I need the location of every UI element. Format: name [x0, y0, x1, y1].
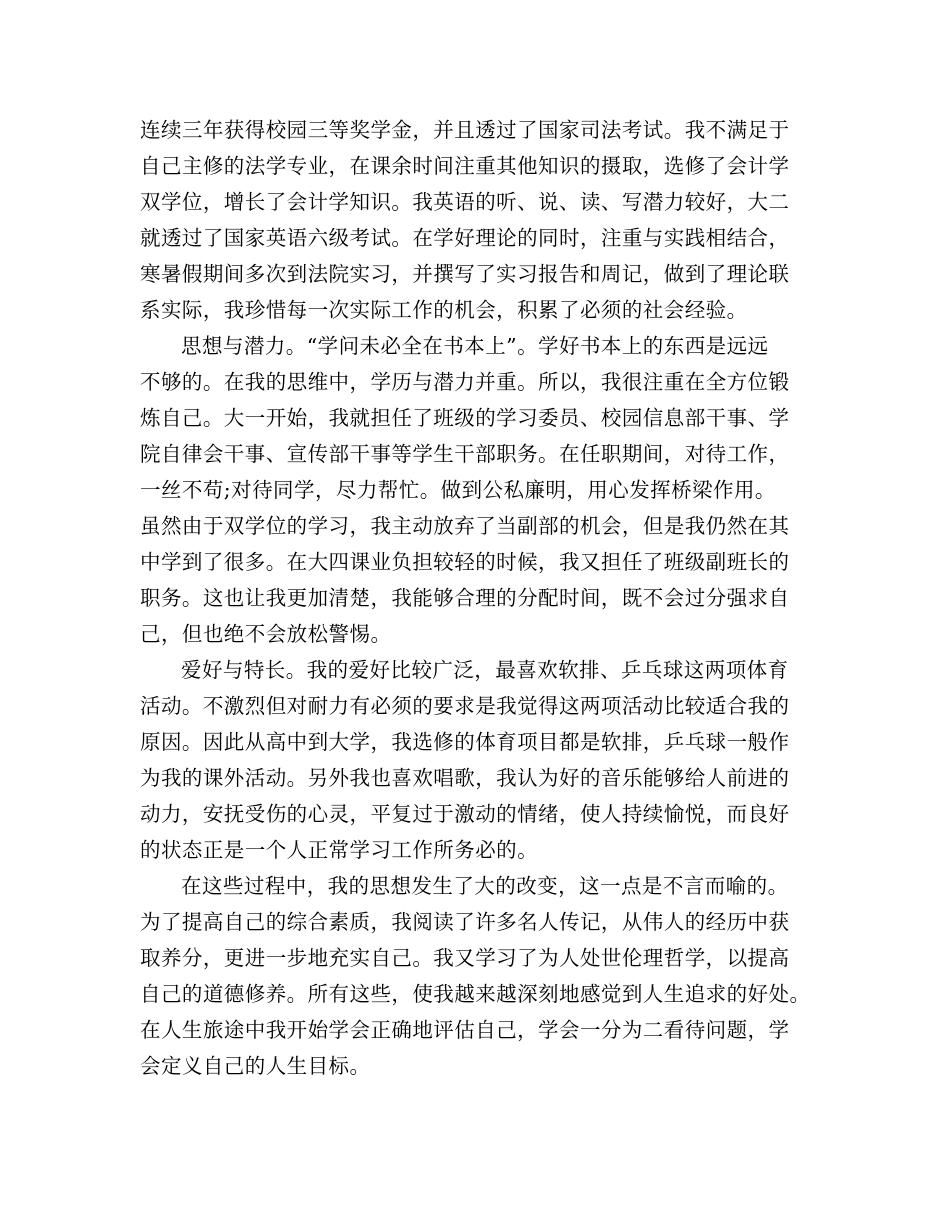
text-line: 自己主修的法学专业，在课余时间注重其他知识的摄取，选修了会计学 — [140, 154, 790, 178]
text-line: 爱好与特长。我的爱好比较广泛，最喜欢软排、乒乓球这两项体育 — [181, 658, 789, 682]
text-line: 己，但也绝不会放松警惕。 — [140, 622, 392, 646]
text-line: 不够的。在我的思维中，学历与潜力并重。所以，我很注重在全方位锻 — [140, 370, 790, 394]
text-line: 职务。这也让我更加清楚，我能够合理的分配时间，既不会过分强求自 — [140, 586, 790, 610]
text-line: 寒暑假期间多次到法院实习，并撰写了实习报告和周记，做到了理论联 — [140, 262, 790, 286]
text-line: 的状态正是一个人正常学习工作所务必的。 — [140, 838, 539, 862]
text-line: 动力，安抚受伤的心灵，平复过于激动的情绪，使人持续愉悦，而良好 — [140, 802, 790, 826]
text-line: 原因。因此从高中到大学，我选修的体育项目都是软排，乒乓球一般作 — [140, 730, 790, 754]
text-line: 双学位，增长了会计学知识。我英语的听、说、读、写潜力较好，大二 — [140, 190, 790, 214]
text-line: 就透过了国家英语六级考试。在学好理论的同时，注重与实践相结合， — [140, 226, 790, 250]
paragraph-thought-and-potential — [140, 328, 820, 652]
text-line: 炼自己。大一开始，我就担任了班级的学习委员、校园信息部干事、学 — [140, 406, 790, 430]
document-body — [140, 112, 820, 1084]
text-line: 思想与潜力。“学问未必全在书本上”。学好书本上的东西是远远 — [181, 334, 769, 358]
text-line: 院自律会干事、宣传部干事等学生干部职务。在任职期间，对待工作， — [140, 442, 790, 466]
text-line: 中学到了很多。在大四课业负担较轻的时候，我又担任了班级副班长的 — [140, 550, 790, 574]
paragraph-hobbies — [140, 652, 820, 868]
text-line: 自己的道德修养。所有这些，使我越来越深刻地感觉到人生追求的好处。 — [140, 982, 811, 1006]
text-line: 会定义自己的人生目标。 — [140, 1054, 371, 1078]
paragraph-personal-growth — [140, 868, 820, 1084]
text-line: 为了提高自己的综合素质，我阅读了许多名人传记，从伟人的经历中获 — [140, 910, 790, 934]
text-line: 取养分，更进一步地充实自己。我又学习了为人处世伦理哲学，以提高 — [140, 946, 790, 970]
text-line: 一丝不苟;对待同学，尽力帮忙。做到公私廉明，用心发挥桥梁作用。 — [140, 478, 776, 502]
text-line: 连续三年获得校园三等奖学金，并且透过了国家司法考试。我不满足于 — [140, 118, 790, 142]
text-line: 为我的课外活动。另外我也喜欢唱歌，我认为好的音乐能够给人前进的 — [140, 766, 790, 790]
text-line: 系实际，我珍惜每一次实际工作的机会，积累了必须的社会经验。 — [140, 298, 748, 322]
text-line: 活动。不激烈但对耐力有必须的要求是我觉得这两项活动比较适合我的 — [140, 694, 790, 718]
text-line: 虽然由于双学位的学习，我主动放弃了当副部的机会，但是我仍然在其 — [140, 514, 790, 538]
paragraph-achievements — [140, 112, 820, 328]
text-line: 在这些过程中，我的思想发生了大的改变，这一点是不言而喻的。 — [181, 874, 789, 898]
text-line: 在人生旅途中我开始学会正确地评估自己，学会一分为二看待问题，学 — [140, 1018, 790, 1042]
